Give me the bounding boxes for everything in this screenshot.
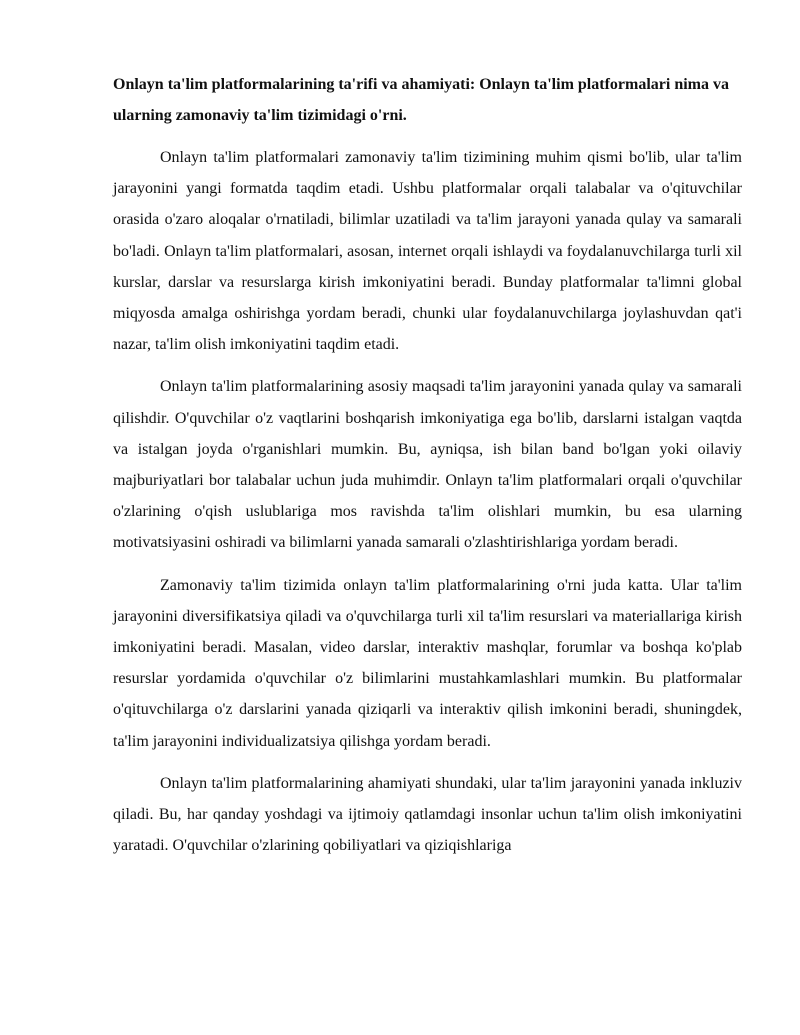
document-heading: Onlayn ta'lim platformalarining ta'rifi va ahamiyati: Onlayn ta'lim platformalari nima va ularning zamonaviy ta'lim tizimidagi o'rni. <box>113 76 729 124</box>
paragraph-4: Onlayn ta'lim platformalarining ahamiyati shundaki, ular ta'lim jarayonini yanada inkluziv qiladi. Bu, har qanday yoshdagi va ijtimoiy qatlamdagi insonlar uchun ta'lim olish imkoniyatini yaratadi. O'quvchilar o'zlarining qobiliyatlari va qiziqishlariga <box>113 774 742 855</box>
document-page <box>113 69 742 861</box>
paragraph-1: Onlayn ta'lim platformalari zamonaviy ta'lim tizimining muhim qismi bo'lib, ular ta'lim jarayonini yangi formatda taqdim etadi. Ushbu platformalar orqali talabalar va o'qituvchilar orasida o'zaro aloqalar o'rnatiladi, bilimlar uzatiladi va ta'lim jarayoni yanada qulay va samarali bo'ladi. Onlayn ta'lim platformalari, asosan, internet orqali ishlaydi va foydalanuvchilarga turli xil kurslar, darslar va resurslarga kirish imkoniyatini beradi. Bunday platformalar ta'limni global miqyosda amalga oshirishga yordam beradi, chunki ular foydalanuvchilarga joylashuvdan qat'i nazar, ta'lim olish imkoniyatini taqdim etadi. <box>113 149 742 354</box>
paragraph-3: Zamonaviy ta'lim tizimida onlayn ta'lim platformalarining o'rni juda katta. Ular ta'lim jarayonini diversifikatsiya qiladi va o'quvchilarga turli xil ta'lim resurslari va materiallariga kirish imkoniyatini beradi. Masalan, video darslar, interaktiv mashqlar, forumlar va boshqa ko'plab resurslar yordamida o'quvchilar o'z bilimlarini mustahkamlashlari mumkin. Bu platformalar o'qituvchilarga o'z darslarini yanada qiziqarli va interaktiv qilish imkonini beradi, shuningdek, ta'lim jarayonini individualizatsiya qilishga yordam beradi. <box>113 576 742 750</box>
paragraph-2: Onlayn ta'lim platformalarining asosiy maqsadi ta'lim jarayonini yanada qulay va samarali qilishdir. O'quvchilar o'z vaqtlarini boshqarish imkoniyatiga ega bo'lib, darslarni istalgan vaqtda va istalgan joyda o'rganishlari mumkin. Bu, ayniqsa, ish bilan band bo'lgan yoki oilaviy majburiyatlari bor talabalar uchun juda muhimdir. Onlayn ta'lim platformalari orqali o'quvchilar o'zlarining o'qish uslublariga mos ravishda ta'lim olishlari mumkin, bu esa ularning motivatsiyasini oshiradi va bilimlarni yanada samarali o'zlashtirishlariga yordam beradi. <box>113 378 742 552</box>
